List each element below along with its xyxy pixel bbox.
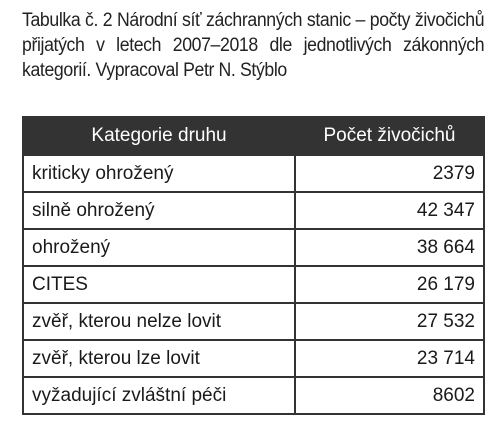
header-category: Kategorie druhu [23, 117, 295, 155]
data-table-container [22, 116, 479, 415]
row-category: CITES [23, 266, 295, 303]
row-category: kriticky ohrožený [23, 155, 295, 192]
table-header-row [23, 117, 484, 155]
table-caption: Tabulka č. 2 Národní síť záchranných stanic – počty živočichů přijatých v letech 2007–2018 dle jednotlivých zákonných kategorií. Vypracoval Petr N. Stýblo [22, 10, 485, 81]
table-row [23, 192, 484, 229]
row-category: silně ohrožený [23, 192, 295, 229]
table-row [23, 266, 484, 303]
table-row [23, 155, 484, 192]
row-count: 2379 [295, 155, 484, 192]
table-row [23, 377, 484, 414]
row-category: zvěř, kterou lze lovit [23, 340, 295, 377]
row-category: vyžadující zvláštní péči [23, 377, 295, 414]
row-count: 26 179 [295, 266, 484, 303]
table-row [23, 340, 484, 377]
table-row [23, 229, 484, 266]
table-row [23, 303, 484, 340]
row-category: zvěř, kterou nelze lovit [23, 303, 295, 340]
row-count: 23 714 [295, 340, 484, 377]
header-count: Počet živočichů [295, 117, 484, 155]
row-count: 27 532 [295, 303, 484, 340]
row-count: 42 347 [295, 192, 484, 229]
row-count: 8602 [295, 377, 484, 414]
data-table [22, 116, 485, 415]
row-category: ohrožený [23, 229, 295, 266]
row-count: 38 664 [295, 229, 484, 266]
